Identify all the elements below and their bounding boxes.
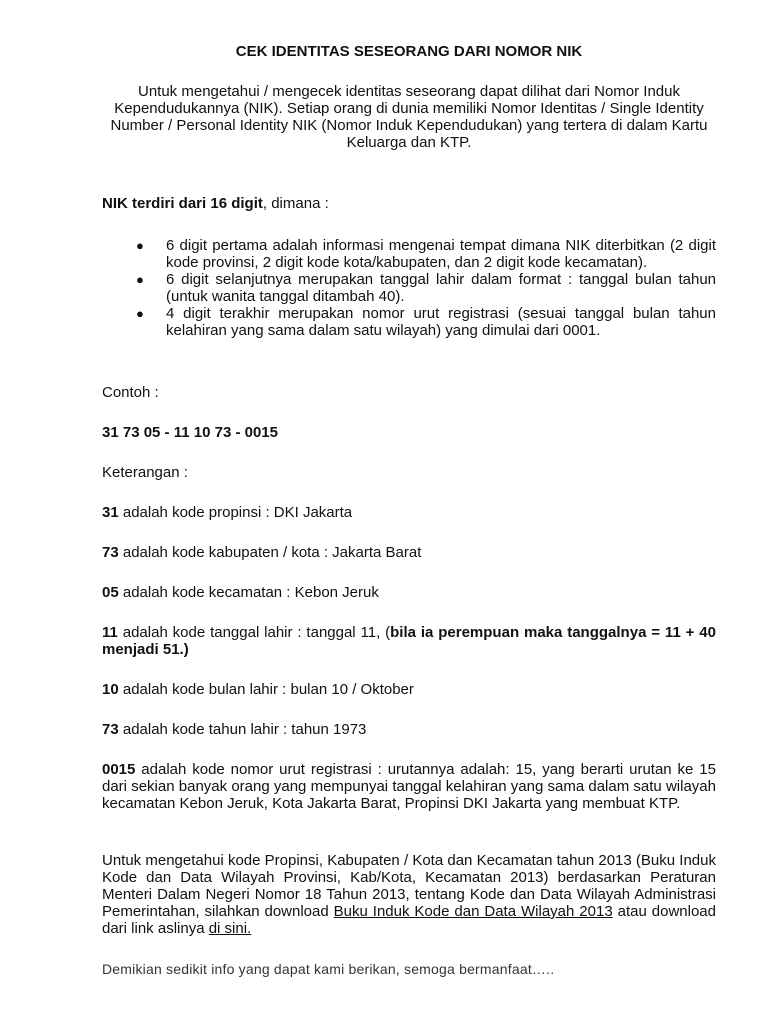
code-note-bold: bila ia perempuan maka tanggalnya = 11 + 40 menjadi 51.) — [102, 624, 716, 658]
bullet-icon: ● — [136, 306, 144, 321]
code-value: 0015 — [102, 761, 136, 778]
list-item — [102, 237, 716, 271]
code-value: 10 — [102, 681, 119, 698]
bullet-icon: ● — [136, 272, 144, 287]
keterangan-kabupaten — [102, 544, 716, 561]
list-item — [102, 305, 716, 339]
list-item-text: 6 digit pertama adalah informasi mengenai tempat dimana NIK diterbitkan (2 digit kode provinsi, 2 digit kode kota/kabupaten, dan 2 digit kode kecamatan). — [166, 237, 716, 271]
di-sini-link[interactable]: di sini. — [208, 920, 252, 937]
code-description: adalah kode bulan lahir : bulan 10 / Oktober — [118, 681, 414, 698]
code-value: 73 — [102, 721, 119, 738]
keterangan-bulan — [102, 681, 716, 698]
intro-paragraph: Untuk mengetahui / mengecek identitas seseorang dapat dilihat dari Nomor Induk Kependudukannya (NIK). Setiap orang di dunia memiliki Nomor Identitas / Single Identity Number / Personal Identity NIK (Nomor Induk Kependudukan) yang tertera di dalam Kartu Keluarga dan KTP. — [110, 83, 708, 151]
keterangan-tahun — [102, 721, 716, 738]
nik-structure-list — [102, 237, 716, 339]
nik-heading — [102, 195, 716, 212]
code-description: adalah kode propinsi : DKI Jakarta — [118, 504, 353, 521]
code-description: adalah kode kabupaten / kota : Jakarta Barat — [118, 544, 422, 561]
download-info-mid: atau download dari link aslinya — [102, 903, 716, 937]
keterangan-tanggal — [102, 624, 716, 658]
download-info-paragraph — [102, 852, 716, 937]
code-description: adalah kode nomor urut registrasi : urutannya adalah: 15, yang berarti urutan ke 15 dari sekian banyak orang yang mempunyai tanggal kelahiran yang sama dalam satu wilayah kecamatan Kebon Jeruk, Kota Jakarta Barat, Propinsi DKI Jakarta yang membuat KTP. — [102, 761, 716, 812]
contoh-label: Contoh : — [102, 384, 159, 401]
list-item-text: 6 digit selanjutnya merupakan tanggal lahir dalam format : tanggal bulan tahun (untuk wanita tanggal ditambah 40). — [166, 271, 716, 305]
list-item-text: 4 digit terakhir merupakan nomor urut registrasi (sesuai tanggal bulan tahun kelahiran yang sama dalam satu wilayah) yang dimulai dari 0001. — [166, 305, 716, 339]
code-description: adalah kode tanggal lahir : tanggal 11, ( — [117, 624, 391, 641]
document-title: CEK IDENTITAS SESEORANG DARI NOMOR NIK — [235, 43, 583, 60]
contoh-value: 31 73 05 - 11 10 73 - 0015 — [102, 424, 278, 441]
list-item — [102, 271, 716, 305]
download-info-text: Untuk mengetahui kode Propinsi, Kabupaten / Kota dan Kecamatan tahun 2013 (Buku Induk Kode dan Data Wilayah Provinsi, Kab/Kota, Kecamatan 2013) berdasarkan Peraturan Menteri Dalam Negeri Nomor 18 Tahun 2013, tentang Kode dan Data Wilayah Administrasi Pemerintahan, silahkan download — [102, 852, 716, 920]
code-value: 31 — [102, 504, 119, 521]
keterangan-propinsi — [102, 504, 716, 521]
closing-text: Demikian sedikit info yang dapat kami berikan, semoga bermanfaat….. — [102, 961, 555, 977]
code-value: 73 — [102, 544, 119, 561]
code-description: adalah kode tahun lahir : tahun 1973 — [118, 721, 367, 738]
code-value: 11 — [102, 624, 118, 641]
code-value: 05 — [102, 584, 119, 601]
code-description: adalah kode kecamatan : Kebon Jeruk — [118, 584, 379, 601]
keterangan-nomor-urut — [102, 761, 716, 812]
nik-heading-rest: , dimana : — [262, 195, 329, 212]
keterangan-label: Keterangan : — [102, 464, 188, 481]
buku-induk-link[interactable]: Buku Induk Kode dan Data Wilayah 2013 — [333, 903, 613, 920]
keterangan-kecamatan — [102, 584, 716, 601]
bullet-icon: ● — [136, 238, 144, 253]
nik-heading-bold: NIK terdiri dari 16 digit — [102, 195, 263, 212]
